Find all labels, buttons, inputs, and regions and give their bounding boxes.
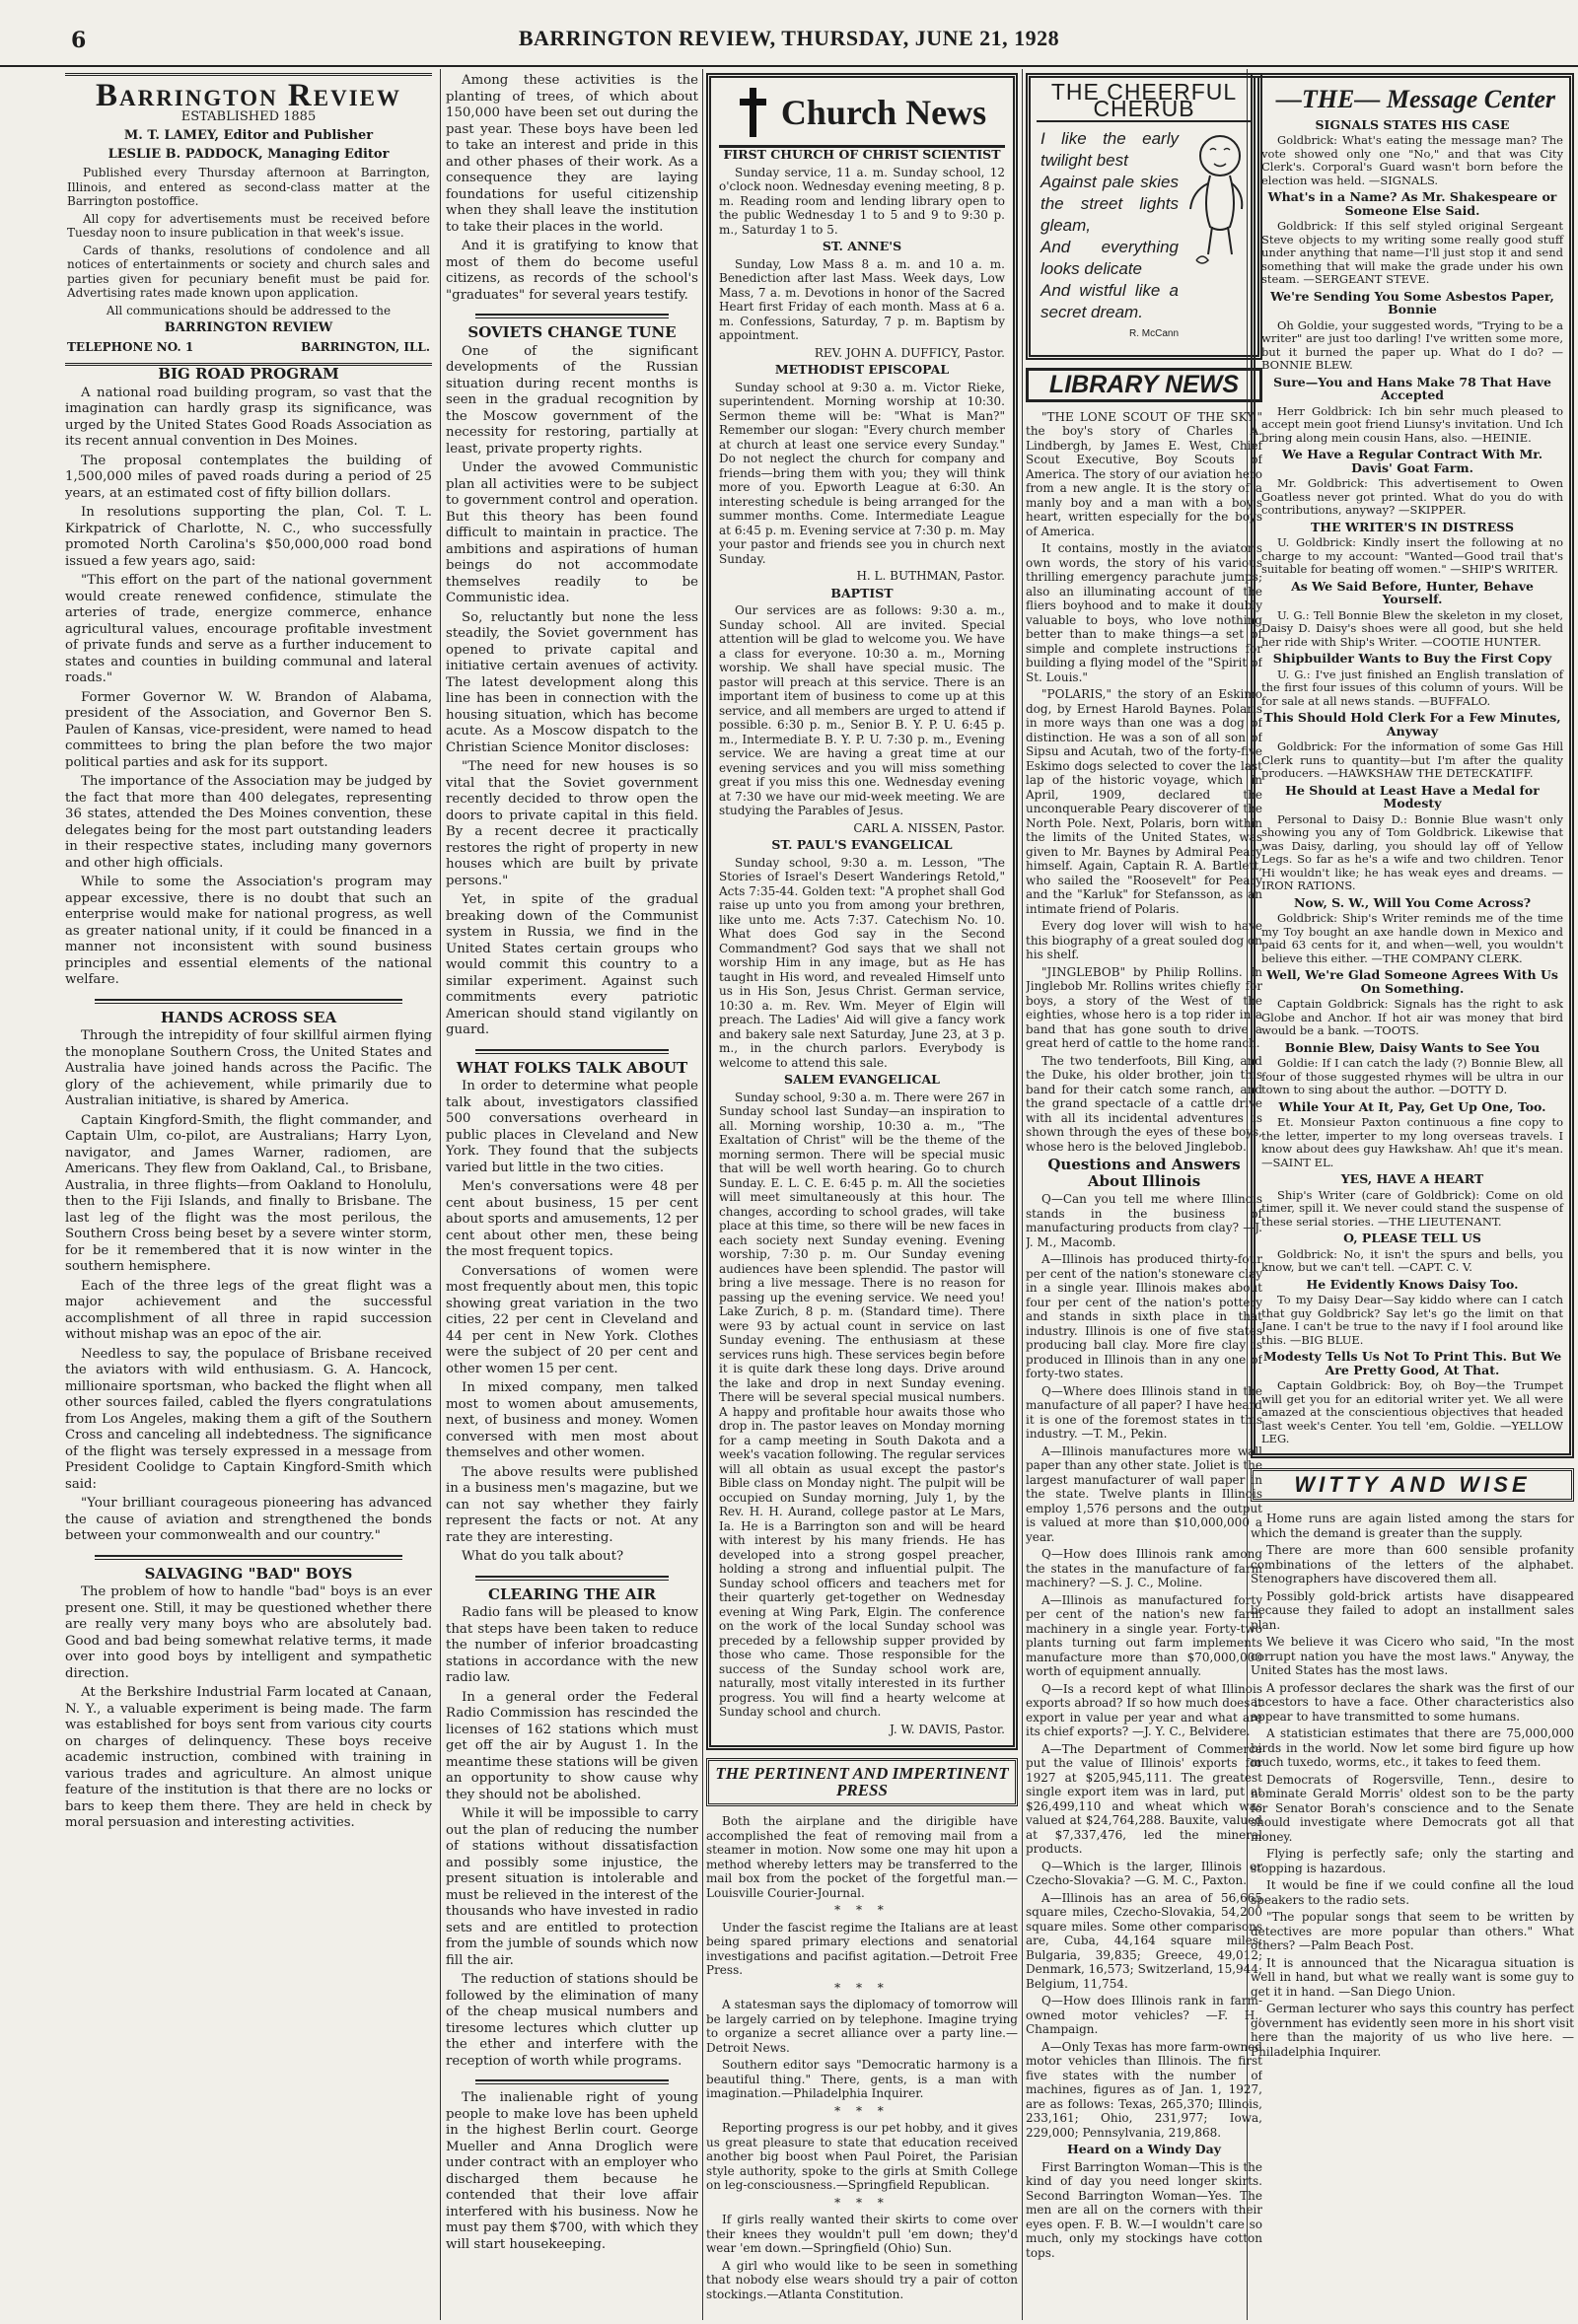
message-head: Shipbuilder Wants to Buy the First Copy xyxy=(1272,651,1552,666)
message-head: What's in a Name? As Mr. Shakespeare or Someone Else Said. xyxy=(1267,189,1557,218)
message-body: Oh Goldie, your suggested words, "Trying to be a writer" are just too darling! I've written some more, but it burned the paper up. What do I do? —BONNIE BLEW. xyxy=(1261,317,1563,372)
witty-item: A statistician estimates that there are 75,000,000 birds in the world. Now let some bird figure up how much tuxedo, worms, etc., it takes to feed them. xyxy=(1251,1726,1574,1769)
section-divider xyxy=(475,314,669,318)
article-paragraph: Among these activities is the planting of trees, of which about 150,000 have been set out during the past year. These boys have been led to take an interest and pride in this and other phases of their work. As a consequence they are laying foundations for useful citizenship when they shall leave the institution to take their places in the world. xyxy=(446,73,698,235)
message-body: Goldie: If I can catch the lady (?) Bonnie Blew, all four of those suggested rhymes will be ultra in our town to sing about the author. —DOTTY D. xyxy=(1261,1056,1563,1096)
windy-body: First Barrington Woman—This is the kind of day you need longer skirts. Second Barrington Woman—Yes. The men are all on the corners with their eyes open. F. B. W.—I wouldn't care so much, only my stockings have cotton tops. xyxy=(1026,2159,1262,2260)
masthead-address-note: All communications should be addressed to the xyxy=(106,303,392,317)
message-head: SIGNALS STATES HIS CASE xyxy=(1315,116,1510,132)
page-header xyxy=(0,0,1578,67)
separator-stars: * * * xyxy=(834,2195,890,2210)
message-body: U. G.: Tell Bonnie Blew the skeleton in my closet, Daisy D. Daisy's shoes were all good, but she held her ride with Ship's Writer. —COOTIE HUNTER. xyxy=(1261,607,1563,649)
column-rule xyxy=(702,69,703,2320)
library-paragraph: It contains, mostly in the aviator's own words, the story of his various thrilling emergency parachute jumps; also an illuminating account of the fliers boyhood and to make it doubly valuable to boys, who love nothing better than to make things—a set of simple and complete instructions for building a flying model of the "Spirit of St. Louis." xyxy=(1026,541,1262,684)
witty-item: Possibly gold-brick artists have disappeared because they failed to adopt an installment sales plan. xyxy=(1251,1588,1574,1632)
article-paragraph: "This effort on the part of the national government would create renewed confidence, stimulate the arteries of trade, energize commerce, enhance agricultural values, encourage profitable investment of private funds and serve as a further inducement to states and counties in building communal and lateral roads." xyxy=(65,573,432,685)
section-divider xyxy=(475,1049,669,1054)
section-divider xyxy=(95,999,402,1004)
message-center-title: —THE— Message Center xyxy=(1275,85,1555,113)
message-head: THE WRITER'S IN DISTRESS xyxy=(1310,519,1515,534)
article-paragraph: Needless to say, the populace of Brisbane received the aviators with wild enthusiasm. G. A. Hancock, millionaire sportsman, who backed the flight when all other sources failed, cabled the flyers congratulations from Los Angeles, making them a gift of the Southern Cross and canceling all indebtedness. The significance of the flight was tersely expressed in a message from President Coolidge to Captain Kingford-Smith which said: xyxy=(65,1346,432,1492)
column-5 xyxy=(1251,73,1574,2316)
page-number: 6 xyxy=(71,28,87,53)
message-head: Bonnie Blew, Daisy Wants to See You xyxy=(1284,1039,1541,1055)
article-paragraph: And it is gratifying to know that most of them do become useful citizens, as records of the school's "graduates" for several years testify. xyxy=(446,239,698,303)
library-news-title: LIBRARY NEWS xyxy=(1026,368,1262,402)
salvaging-headline: SALVAGING "BAD" BOYS xyxy=(144,1564,353,1583)
press-item: Under the fascist regime the Italians are at least being spared primary elections and senatorial investigations and pacifist agitation.—Detroit Free Press. xyxy=(706,1920,1018,1977)
article-paragraph: The proposal contemplates the building of 1,500,000 miles of paved roads during a period of 25 years, at an estimated cost of fifty billion dollars. xyxy=(65,453,432,501)
library-paragraph: "THE LONE SCOUT OF THE SKY," the boy's story of Charles A. Lindbergh, by James E. West, Chief Scout Executive, Boy Scouts of America. The story of our aviation hero from a new angle. It is the story of a manly boy and a man with a boy's heart, written especially for the boys of America. xyxy=(1026,409,1262,538)
article-paragraph: Each of the three legs of the great flight was a major achievement and the successful accomplishment of all three in rapid succession without mishap was an epoc of the air. xyxy=(65,1278,432,1342)
poem-line: And wistful like a secret dream. xyxy=(1040,281,1179,321)
church-section-body: Sunday school, 9:30 a. m. Lesson, "The Stories of Israel's Desert Wanderings Retold," Acts 7:35-44. Golden text: "A prophet shall God raise up unto you from among your brethren, like unto me. Acts 7:37. Catechism No. 10. What does God say in the Second Commandment? God says that we shall not worship Him in any image, but as He has taught in His word, and revealed Himself unto us in His Son, Jesus Christ. German service, 10:30 a. m. Rev. Wm. Meyer of Elgin will preach. The Ladies' Aid will give a fancy work and bakery sale next Saturday, June 23, at 3 p. m., in the church parlors. Everybody is welcome to attend this sale. xyxy=(719,855,1005,1070)
church-news-box xyxy=(706,73,1018,1750)
cherub-credit: R. McCann xyxy=(1128,328,1179,339)
message-body: Mr. Goldbrick: This advertisement to Owen Goatless never got printed. What do you do with contributions, anyway? —SKIPPER. xyxy=(1261,476,1563,517)
article-paragraph: In order to determine what people talk about, investigators classified 500 conversations overheard in public places in Cleveland and New York. They found that the subjects varied but little in the two cities. xyxy=(446,1079,698,1175)
masthead-managing-editor: LESLIE B. PADDOCK, Managing Editor xyxy=(108,147,390,162)
big-road-headline: BIG ROAD PROGRAM xyxy=(158,365,339,383)
masthead-published: Published every Thursday afternoon at Barrington, Illinois, and entered as second-class matter at the Barrington postoffice. xyxy=(67,166,430,208)
message-head: As We Said Before, Hunter, Behave Yourself. xyxy=(1291,578,1534,606)
folks-headline: WHAT FOLKS TALK ABOUT xyxy=(456,1058,688,1077)
separator-stars: * * * xyxy=(834,1980,890,1995)
column-1 xyxy=(65,73,432,2316)
poem-line: Against pale skies the street lights gleam, xyxy=(1040,173,1179,235)
masthead-ads-note: All copy for advertisements must be received before Tuesday noon to insure publication in that week's issue. xyxy=(67,211,430,240)
article-paragraph: Former Governor W. W. Brandon of Alabama, president of the Association, and Governor Ben S. Paulen of Kansas, vice-president, were named to head committees to bring the plan before the two major political parties and ask for its support. xyxy=(65,689,432,770)
church-pastor: J. W. DAVIS, Pastor. xyxy=(889,1722,1005,1736)
witty-item: "The popular songs that seem to be written by detectives are more popular than others." What others? —Palm Beach Post. xyxy=(1251,1910,1574,1952)
message-head: While Your At It, Pay, Get Up One, Too. xyxy=(1278,1098,1546,1114)
masthead-box xyxy=(65,73,432,366)
witty-item: A professor declares the shark was the first of our ancestors to have a face. Other characteristics also appear to have transmitted to some humans. xyxy=(1251,1680,1574,1724)
column-3 xyxy=(706,73,1018,2316)
message-body: Ship's Writer (care of Goldbrick): Come on old timer, spill it. We never could stand the suspense of these serial stories. —THE LIEUTENANT. xyxy=(1261,1187,1563,1229)
cherub-illustration xyxy=(1183,122,1252,270)
church-section-body: Sunday school at 9:30 a. m. Victor Rieke, superintendent. Morning worship at 10:30. Sermon theme will be: "What is Man?" Remember our slogan: "Every church member at church at least one service every Sunday." Do not neglect the church for company and friends—bring them with you; they will think more of you. Epworth League at 6:30. An interesting schedule is being arranged for the summer months. Come. Intermediate League at 6:45 p. m. Evening service at 7:30 p. m. May your pastor and friends see you in church next Sunday. xyxy=(719,380,1005,566)
message-items xyxy=(1261,118,1563,1446)
article-paragraph: What do you talk about? xyxy=(462,1549,624,1564)
message-head: YES, HAVE A HEART xyxy=(1340,1171,1484,1186)
witty-item: Democrats of Rogersville, Tenn., desire to nominate Gerald Morris' oldest son to be the party for Senator Borah's conscience and to the Senate should investigate where Democrats got all that money. xyxy=(1251,1772,1574,1844)
message-body: U. G.: I've just finished an English translation of the first four issues of this column of yours. Will be for sale at all news stands. —BUFFALO. xyxy=(1261,667,1563,708)
article-paragraph: Yet, in spite of the gradual breaking down of the Communist system in Russia, we find in the United States certain groups who would commit this country to a similar experiment. Against such commitments every patriotic American should stand vigilantly on guard. xyxy=(446,892,698,1037)
masthead-established: ESTABLISHED 1885 xyxy=(180,109,317,124)
message-body: Goldbrick: Ship's Writer reminds me of the time my Toy bought an axe handle down in Mexico and paid 63 cents for it, and when—well, you wouldn't believe this either. —THE COMPANY CLERK. xyxy=(1261,911,1563,965)
church-news-title: Church News xyxy=(780,92,987,132)
church-section-head: SALEM EVANGELICAL xyxy=(784,1072,940,1087)
poem-line: And everything looks delicate xyxy=(1040,238,1179,278)
article-paragraph: Men's conversations were 48 per cent about business, 15 per cent about sports and amusements, 12 per cent about other men, these being the most frequent topics. xyxy=(446,1179,698,1259)
library-items xyxy=(1026,410,1262,1155)
article-paragraph: While it will be impossible to carry out the plan of reducing the number of stations without dissatisfaction and possibly some injustice, the present situation is intolerable and must be relieved in the interest of the thousands who have invested in radio sets and are entitled to protection from the jumble of sounds which now fill the air. xyxy=(446,1806,698,1968)
witty-item: Flying is perfectly safe; only the starting and stopping is hazardous. xyxy=(1251,1847,1574,1875)
qa-item: A—Illinois has an area of 56,665 square miles, Czecho-Slovakia, 54,200 square miles. Some other comparisons are, Cuba, 44,164 square miles; Bulgaria, 39,835; Greece, 49,012; Denmark, 16,573; Switzerland, 15,944; Belgium, 11,754. xyxy=(1026,1890,1262,1991)
column-rule xyxy=(440,69,441,2320)
air-headline: CLEARING THE AIR xyxy=(488,1585,656,1603)
message-body: Personal to Daisy D.: Bonnie Blue wasn't only showing you any of Tom Goldbrick. Likewise that was Daisy, darling, you should lay off of Yellow Legs. So far as he's a wife and two children. Tenor Hi wouldn't like; he has weak eyes and dreams. —IRON RATIONS. xyxy=(1261,811,1563,892)
message-body: To my Daisy Dear—Say kiddo where can I catch that guy Goldbrick? Say let's go the limit on that Jane. I can't be true to the navy if I fool around like this. —BIG BLUE. xyxy=(1261,1293,1563,1347)
press-title: THE PERTINENT AND IMPERTINENT PRESS xyxy=(706,1758,1018,1806)
church-section-body: Our services are as follows: 9:30 a. m., Sunday school. All are invited. Special attention will be glad to welcome you. We have a class for everyone. 10:30 a. m., Morning worship. We shall have special music. The pastor will preach at this service. There is an important item of business to come up at this service, and all members are urged to attend if possible. 6:30 p. m., Senior B. Y. P. U. 6:45 p. m., Intermediate B. Y. P. U. 7:30 p. m., Evening service. We are having a great time at our evening services and you will miss something great if you miss this one. Wednesday evening at 7:30 we have our mid-week meeting. We are studying the Parables of Jesus. xyxy=(719,603,1005,817)
message-center-box xyxy=(1251,73,1574,1458)
article-paragraph: Under the avowed Communistic plan all activities were to be subject to government control and operation. But this theory has been found difficult to maintain in practice. The ambitions and aspirations of human beings do not accommodate themselves readily to be Communistic idea. xyxy=(446,460,698,605)
masthead-city: BARRINGTON, ILL. xyxy=(301,340,430,354)
church-section-body: Sunday service, 11 a. m. Sunday school, 12 o'clock noon. Wednesday evening meeting, 8 p. m. Reading room and lending library open to the public Wednesday 1 to 5 and 9 to 9:30 p. m., Saturday 1 to 5. xyxy=(719,165,1005,237)
church-pastor: CARL A. NISSEN, Pastor. xyxy=(853,820,1005,835)
masthead-cards-note: Cards of thanks, resolutions of condolence and all notices of entertainments or society and church sales and parties given for pecuniary benefit must be paid for. Advertising rates made known upon application. xyxy=(67,243,430,300)
witty-item: It would be fine if we could confine all the loud speakers to the radio sets. xyxy=(1251,1878,1574,1907)
message-body: Et. Monsieur Paxton continuous a fine copy to the letter, imperter to my long overseas travels. I know about dees guy Hawkshaw. Ah! que it's mean. —SAINT EL. xyxy=(1261,1115,1563,1169)
witty-item: There are more than 600 sensible profanity combinations of the letters of the alphabet. Stenographers have discovered them all. xyxy=(1251,1543,1574,1585)
article-paragraph: The inalienable right of young people to make love has been upheld in the highest Berlin court. George Mueller and Anna Droglich were under contract with an employer who discharged them because he contended that their love affair interfered with his business. Now he must pay them $700, with which they will start housekeeping. xyxy=(446,2090,698,2252)
message-head: He Evidently Knows Daisy Too. xyxy=(1306,1276,1519,1292)
press-item: Southern editor says "Democratic harmony is a beautiful thing." There, gents, is a man with imagination.—Philadelphia Inquirer. xyxy=(706,2058,1018,2100)
church-section-head: FIRST CHURCH OF CHRIST SCIENTIST xyxy=(723,147,1001,162)
article-paragraph: "The need for new houses is so vital that the Soviet government recently decided to throw open the doors to private capital in this field. By a recent decree it practically restores the right of property in new houses which are built by private persons." xyxy=(446,759,698,888)
qa-item: A—Illinois manufactures more wall paper than any other state. Joliet is the largest manufacturer of wall paper in the state. Twelve plants in Illinois employ 1,576 persons and the output is valued at more than $10,000,000 a year. xyxy=(1026,1444,1262,1544)
qa-headline: Questions and Answers About Illinois xyxy=(1047,1156,1241,1190)
qa-item: Q—Which is the larger, Illinois or Czecho-Slovakia? —G. M. C., Paxton. xyxy=(1026,1859,1262,1887)
article-paragraph: Captain Kingford-Smith, the flight commander, and Captain Ulm, co-pilot, are Australians; Harry Lyon, navigator, and James Warner, radiomen, are Americans. They flew from Oakland, Cal., to Brisbane, Australia, in three flights—from Oakland to Honolulu, then to the Fiji Islands, and finally to Brisbane. The last leg of the flight was the most perilous, the Southern Cross being beset by a severe winter storm, for be it remembered that it is now winter in the southern hemisphere. xyxy=(65,1112,432,1274)
church-pastor: REV. JOHN A. DUFFICY, Pastor. xyxy=(814,345,1005,360)
article-paragraph: Radio fans will be pleased to know that steps have been taken to reduce the number of inferior broadcasting stations in accordance with the new radio law. xyxy=(446,1605,698,1685)
masthead-contact xyxy=(67,339,430,355)
message-head: We Have a Regular Contract With Mr. Davis' Goat Farm. xyxy=(1281,447,1543,475)
qa-item: A—The Department of Commerce put the value of Illinois' exports for 1927 at $205,945,111. The greatest single export item was in lard, put at $26,499,110 and wheat which was valued at $24,764,288. Bauxite, valued at $7,337,476, led the mineral products. xyxy=(1026,1741,1262,1856)
press-item: A statesman says the diplomacy of tomorrow will be largely carried on by telephone. Imagine trying to organize a secret alliance over a party line.—Detroit News. xyxy=(706,1998,1018,2055)
library-paragraph: The two tenderfoots, Bill King, and the Duke, his older brother, join this band for their catch some ranch, and the grand spectacle of a cattle drive with all its incidental adventures is shown through the eyes of these boys, whose hero is the beloved Jinglebob. xyxy=(1026,1053,1262,1154)
qa-item: Q—How does Illinois rank in farm-owned motor vehicles? —F. H., Champaign. xyxy=(1026,1994,1262,2036)
message-body: Goldbrick: What's eating the message man? The vote showed only one "No," and that was City Clerk's. Corporal's Guard wasn't born before the election was held. —SIGNALS. xyxy=(1261,133,1563,187)
cross-icon xyxy=(738,88,767,137)
message-body: Goldbrick: For the information of some Gas Hill Clerk runs to quantity—but I'm after the quality producers. —HAWKSHAW THE DETECKATIFF. xyxy=(1261,739,1563,780)
qa-item: A—Illinois has produced thirty-four per cent of the nation's stoneware clay in a single year. Illinois makes about four per cent of the nation's pottery and stands in sixth place in that industry. Illinois is one of five states producing ball clay. More fire clay is produced in Illinois than in any one of forty-two states. xyxy=(1026,1252,1262,1380)
qa-item: A—Illinois as manufactured forty per cent of the nation's new farm machinery in a single year. Forty-two plants turning out farm implements manufacture more than $70,000,000 worth of equipment annually. xyxy=(1026,1592,1262,1678)
cherub-poem xyxy=(1037,122,1183,351)
column-2 xyxy=(446,73,698,2316)
message-body: Captain Goldbrick: Signals has the right to ask Globe and Anchor. If hot air was money that bird would be a bank. —TOOTS. xyxy=(1261,997,1563,1037)
press-item: If girls really wanted their skirts to come over their knees they wouldn't pull 'em down; they'd wear 'em down.—Springfield (Ohio) Sun. xyxy=(706,2213,1018,2255)
article-paragraph: "Your brilliant courageous pioneering has advanced the cause of aviation and strengthened the bonds between your commonwealth and our country." xyxy=(65,1496,432,1543)
separator-stars: * * * xyxy=(834,2103,890,2118)
press-item: A girl who would like to be seen in something that nobody else wears should try a pair of cotton stockings.—Atlanta Constitution. xyxy=(706,2258,1018,2301)
soviets-headline: SOVIETS CHANGE TUNE xyxy=(467,323,677,341)
qa-item: Q—Where does Illinois stand in the manufacture of all paper? I have heard it is one of the foremost states in this industry. —T. M., Pekin. xyxy=(1026,1383,1262,1441)
message-head: O, PLEASE TELL US xyxy=(1343,1231,1481,1245)
witty-items xyxy=(1251,1512,1574,2059)
witty-wise-title: WITTY AND WISE xyxy=(1251,1468,1574,1503)
masthead-editor: M. T. LAMEY, Editor and Publisher xyxy=(123,128,374,143)
message-head: Well, We're Glad Someone Agrees With Us On Something. xyxy=(1266,967,1558,996)
article-paragraph: A national road building program, so vast that the imagination can hardly grasp its significance, was urged by the United States Good Roads Association as its recent annual convention in Des Moines. xyxy=(65,385,432,449)
message-head: He Should at Least Have a Medal for Modesty xyxy=(1285,782,1540,810)
article-paragraph: The above results were published in a business men's magazine, but we can not say whether they fairly represent the facts or not. At any rate they are interesting. xyxy=(446,1464,698,1545)
witty-item: We believe it was Cicero who said, "In the most corrupt nation you have the most laws." Anyway, the United States has the most laws. xyxy=(1251,1635,1574,1677)
cherub-content xyxy=(1037,122,1252,351)
article-paragraph: Through the intrepidity of four skillful airmen flying the monoplane Southern Cross, the United States and Australia have joined hands across the Pacific. The glory of the achievement, while primarily due to Australian initiative, is shared by America. xyxy=(65,1028,432,1108)
church-news-header xyxy=(719,84,1005,148)
qa-item: Q—Is a record kept of what Illinois exports abroad? If so how much does it export in value per year and what are its chief exports? —J. Y. C., Belvidere. xyxy=(1026,1681,1262,1738)
message-head: Sure—You and Hans Make 78 That Have Accepted xyxy=(1273,374,1551,402)
article-paragraph: At the Berkshire Industrial Farm located at Canaan, N. Y., a valuable experiment is being made. The farm was established for boys sent from various city courts on charges of delinquency. These boys receive academic instruction, combined with training in various trades and agriculture. An almost unique feature of the institution is that there are no locks or bars to keep them there. They are held in check by moral persuasion and interesting activities. xyxy=(65,1685,432,1830)
message-body: Herr Goldbrick: Ich bin sehr much pleased to accept mein goot friend Liunsy's invitation. Und Ich bring along mein cousin Hans, also. —HEINIE. xyxy=(1261,403,1563,445)
windy-headline: Heard on a Windy Day xyxy=(1067,2142,1221,2156)
section-divider xyxy=(475,1576,669,1581)
masthead-title: Barrington Review xyxy=(95,78,402,113)
church-listings xyxy=(719,148,1005,1736)
press-item: Both the airplane and the dirigible have accomplished the feat of removing mail from a steamer in motion. Now some one may hit upon a method whereby letters may be transferred to the mail box from the pocket of the forgetful man.—Louisville Courier-Journal. xyxy=(706,1814,1018,1900)
cherub-box xyxy=(1026,73,1262,360)
qa-items xyxy=(1026,1192,1262,2260)
press-items xyxy=(706,1814,1018,2301)
article-paragraph: In resolutions supporting the plan, Col. T. L. Kirkpatrick of Charlotte, N. C., who successfully promoted North Carolina's $50,000,000 road bond issued a few years ago, said: xyxy=(65,505,432,569)
message-head: Modesty Tells Us Not To Print This. But We Are Pretty Good, At That. xyxy=(1262,1349,1562,1377)
qa-item: Q—Can you tell me where Illinois stands in the business of manufacturing products from clay? —J. J. M., Macomb. xyxy=(1026,1192,1262,1249)
article-paragraph: The reduction of stations should be followed by the elimination of many of the cheap musical numbers and tiresome lectures which clutter up the ether and interfere with the reception of worth while programs. xyxy=(446,1972,698,2069)
library-paragraph: Every dog lover will wish to have this biography of a great souled dog on his shelf. xyxy=(1026,919,1262,961)
qa-item: A—Only Texas has more farm-owned motor vehicles than Illinois. The first five states with the number of machines, figures as of Jan. 1, 1927, are as follows: Texas, 265,370; Illinois, 233,161; Ohio, 231,977; Iowa, 229,000; Pennsylvania, 219,868. xyxy=(1026,2039,1262,2140)
church-section-head: BAPTIST xyxy=(830,585,894,600)
library-paragraph: "POLARIS," the story of an Eskimo dog, by Ernest Harold Baynes. Polaris in more ways than one was a dog of distinction. He was a son of all son of Sipsu and Acutah, two of the forty-five Eskimo dogs selected to cover the last lap of the historic voyage, which in April, 1909, declared the unconquerable Peary discoverer of the North Pole. Next, Polaris, born within the limits of the United States, was given to Mr. Baynes by Admiral Peary himself. Again, Captain R. A. Bartlett, who sailed the "Roosevelt" for Peary and the "Karluk" for Stefansson, as an intimate friend of Polaris. xyxy=(1026,687,1262,916)
qa-item: Q—How does Illinois rank among the states in the manufacture of farm machinery? —S. J. C., Moline. xyxy=(1026,1547,1262,1589)
message-head: We're Sending You Some Asbestos Paper, Bonnie xyxy=(1270,288,1554,317)
masthead-address-name: BARRINGTON REVIEW xyxy=(164,320,333,335)
masthead-telephone: TELEPHONE NO. 1 xyxy=(67,340,194,354)
article-paragraph: The problem of how to handle "bad" boys is an ever present one. Still, it may be questioned whether there are really very many boys who are absolutely bad. Good and bad being somewhat relative terms, it made over into good boys by intelligent and sympathetic direction. xyxy=(65,1585,432,1681)
witty-item: Home runs are again listed among the stars for which the demand is greater than the supply. xyxy=(1251,1512,1574,1540)
article-paragraph: In a general order the Federal Radio Commission has rescinded the licenses of 162 stations which must get off the air by August 1. In the meantime these stations will be given an opportunity to show cause why they should not be abolished. xyxy=(446,1689,698,1802)
message-head: This Should Hold Clerk For a Few Minutes, Anyway xyxy=(1263,710,1561,739)
dateline: BARRINGTON REVIEW, THURSDAY, JUNE 21, 1928 xyxy=(518,26,1060,50)
church-section-body: Sunday, Low Mass 8 a. m. and 10 a. m. Benediction after last Mass. Week days, Low Mass, 7 a. m. Devotions in honor of the Sacred Heart first Friday of each month. Mass at 6 a. m. Confessions, Saturday, 7 p. m. Baptism by appointment. xyxy=(719,256,1005,342)
church-pastor: H. L. BUTHMAN, Pastor. xyxy=(856,569,1005,583)
column-4 xyxy=(1026,73,1262,2316)
message-body: Captain Goldbrick: Boy, oh Boy—the Trumpet will get you for an editorial writer yet. We all were amazed at the conscientious objectives that headed last week's Center. You tell 'em, Goldie. —YELLOW LEG. xyxy=(1261,1378,1563,1445)
section-divider xyxy=(475,2079,669,2084)
witty-item: German lecturer who says this country has perfect government has evidently seen more in his short visit here than the majority of us who live here. —Philadelphia Inquirer. xyxy=(1251,2002,1574,2059)
church-section-head: ST. PAUL'S EVANGELICAL xyxy=(771,837,953,852)
message-body: Goldbrick: If this self styled original Sergeant Steve objects to my writing some really good stuff under anything that name—I'll just stop it and send something that will make the grade under his own steam. —SERGEANT STEVE. xyxy=(1261,219,1563,286)
section-divider xyxy=(95,1555,402,1560)
article-paragraph: So, reluctantly but none the less steadily, the Soviet government has opened to private capital and initiative certain avenues of activity. The latest development along this line has been in connection with the housing situation, which has become acute. As a Moscow dispatch to the Christian Science Monitor discloses: xyxy=(446,609,698,755)
article-paragraph: While to some the Association's program may appear excessive, there is no doubt that such an enterprise would make for national progress, as well as greater national unity, if it could be financed in a manner not inconsistent with sound business principles and essential elements of the national welfare. xyxy=(65,875,432,987)
press-item: Reporting progress is our pet hobby, and it gives us great pleasure to state that education received another big boost when Paul Poiret, the Parisian style authority, spoke to the girls at Smith College on leg-consciousness.—Springfield Republican. xyxy=(706,2121,1018,2192)
article-paragraph: One of the significant developments of the Russian situation during recent months is seen in the gradual recognition by the Moscow government of the necessity for restoring, partially at least, private property rights. xyxy=(446,343,698,457)
message-body: Goldbrick: No, it isn't the spurs and bells, you know, but we can't tell. —CAPT. C. V. xyxy=(1261,1246,1563,1274)
witty-item: It is announced that the Nicaragua situation is well in hand, but what we really want is some guy to get it in hand. —San Diego Union. xyxy=(1251,1955,1574,1999)
church-section-head: METHODIST EPISCOPAL xyxy=(774,362,950,377)
church-section-body: Sunday school, 9:30 a. m. There were 267 in Sunday school last Sunday—an inspiration to all. Morning worship, 10:30 a. m., "The Exaltation of Christ" will be the theme of the morning sermon. There will be special music that will be well worth hearing. Go to church Sunday. E. L. C. E. 6:45 p. m. All the societies will meet simultaneously at this hour. The changes, according to school grades, will take place at this time, so there will be new faces in each society next Sunday evening. Evening worship, 7:30 p. m. Our Sunday evening audiences have been splendid. The pastor will bring a live message. There is no reason for passing up the evening service. We need you! Lake Zurich, 8 p. m. (Standard time). There were 93 by actual count in service on last Sunday evening. The enthusiasm at these services runs high. These services begin before it is quite dark these long days. Drive around the lake and drop in next Sunday evening. There will be several special musical numbers. A happy and profitable hour awaits those who drop in. The pastor leaves on Monday morning for a camp meeting in South Dakota and a week's vacation following. The regular services will all obtain as usual except the pastor's Bible class on Monday night. The pulpit will be occupied on Sunday morning, July 1, by the Rev. H. H. Aurand, college pastor at Le Mars, Ia. He is a Barrington son and will be heard with interest by his many friends. He has developed into a strong gospel preacher, holding a strong and influential pulpit. The Sunday school officers and teachers met for their quarterly get-together on Wednesday evening at Wing Park, Elgin. The conference on the work of the local Sunday school was preceded by a fellowship supper provided by those who came. Those responsible for the success of the Sunday school work are, naturally, most vitally interested in its further progress. You will find a hearty welcome at Sunday school and church. xyxy=(719,1090,1005,1719)
article-paragraph: The importance of the Association may be judged by the fact that more than 400 delegates, representing 36 states, attended the Des Moines convention, these delegates being for the most part outstanding leaders in their respective states, including many governors and other high officials. xyxy=(65,774,432,871)
separator-stars: * * * xyxy=(834,1903,890,1917)
cherub-title: THE CHEERFUL CHERUB xyxy=(1037,82,1252,122)
message-head: Now, S. W., Will You Come Across? xyxy=(1293,894,1532,910)
library-paragraph: "JINGLEBOB" by Philip Rollins. In Jinglebob Mr. Rollins writes chiefly for boys, a story of the West of the eighties, whose hero is a top rider in a band that has gone south to drive a great herd of cattle to the home ranch. xyxy=(1026,964,1262,1050)
church-section-head: ST. ANNE'S xyxy=(822,239,902,253)
hands-headline: HANDS ACROSS SEA xyxy=(160,1008,337,1026)
column-rule xyxy=(1022,69,1023,2320)
article-paragraph: In mixed company, men talked most to women about amusements, next, of business and money. Women conversed with men most about themselves and other women. xyxy=(446,1380,698,1460)
article-paragraph: Conversations of women were most frequently about men, this topic showing great variation in the two cities, 22 per cent in Cleveland and 44 per cent in New York. Clothes were the subject of 20 per cent and other women 15 per cent. xyxy=(446,1263,698,1376)
poem-line: I like the early twilight best xyxy=(1040,129,1179,170)
message-body: U. Goldbrick: Kindly insert the following at no charge to my account: "Wanted—Good trail that's suitable for beating off women." —SHIP'S WRITER. xyxy=(1261,535,1563,576)
